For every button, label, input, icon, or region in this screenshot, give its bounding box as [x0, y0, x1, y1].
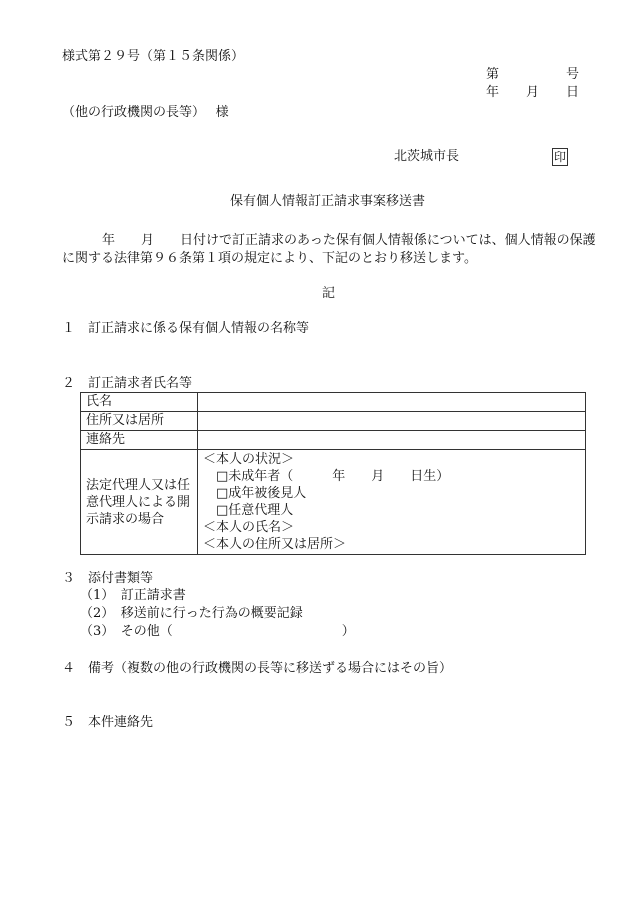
agent-line: □任意代理人 [203, 503, 294, 518]
attachment-item: （2） 移送前に行った行為の概要記録 [80, 606, 303, 621]
contact-label: 連絡先 [81, 431, 198, 450]
date-month: 月 [526, 85, 540, 100]
doc-number-dai: 第 [486, 67, 500, 82]
attachment-item: （1） 訂正請求書 [80, 588, 186, 603]
section-4: ４ 備考（複数の他の行政機関の長等に移送ずる場合にはその旨） [62, 661, 453, 676]
sender: 北茨城市長 [394, 149, 460, 164]
agent-line: □未成年者（ 年 月 日生） [203, 469, 450, 484]
date-day: 日 [566, 85, 580, 100]
name-label: 氏名 [81, 393, 198, 412]
attachment-item: （3） その他（ ） [80, 624, 355, 639]
section-1: １ 訂正請求に係る保有個人情報の名称等 [62, 321, 310, 336]
address-label: 住所又は居所 [81, 412, 198, 431]
section-3: ３ 添付書類等 [62, 571, 154, 586]
address-value [198, 412, 586, 431]
ki-heading: 記 [322, 286, 336, 301]
date-year: 年 [486, 85, 500, 100]
name-value [198, 393, 586, 412]
table-row [81, 393, 586, 412]
contact-value [198, 431, 586, 450]
form-number: 様式第２９号（第１５条関係） [62, 49, 245, 64]
section-5: ５ 本件連絡先 [62, 715, 154, 730]
document-title: 保有個人情報訂正請求事案移送書 [230, 194, 426, 209]
table-row [81, 431, 586, 450]
agent-line: ＜本人の氏名＞ [203, 520, 295, 535]
requester-table [80, 392, 586, 555]
addressee: （他の行政機関の長等） 様 [62, 105, 229, 120]
table-row [81, 450, 586, 555]
section-2: ２ 訂正請求者氏名等 [62, 376, 193, 391]
agent-details [198, 450, 586, 555]
seal-stamp: 印 [553, 150, 566, 164]
agent-label: 法定代理人又は任意代理人による開示請求の場合 [81, 450, 198, 555]
body-paragraph: 年 月 日付けで訂正請求のあった保有個人情報係については、個人情報の保護に関する法律第９６条第１項の規定により、下記のとおり移送します。 [62, 233, 596, 266]
agent-line: □成年被後見人 [203, 486, 307, 501]
doc-number-go: 号 [566, 67, 580, 82]
table-row [81, 412, 586, 431]
agent-line: ＜本人の状況＞ [203, 452, 295, 467]
agent-line: ＜本人の住所又は居所＞ [203, 537, 347, 552]
